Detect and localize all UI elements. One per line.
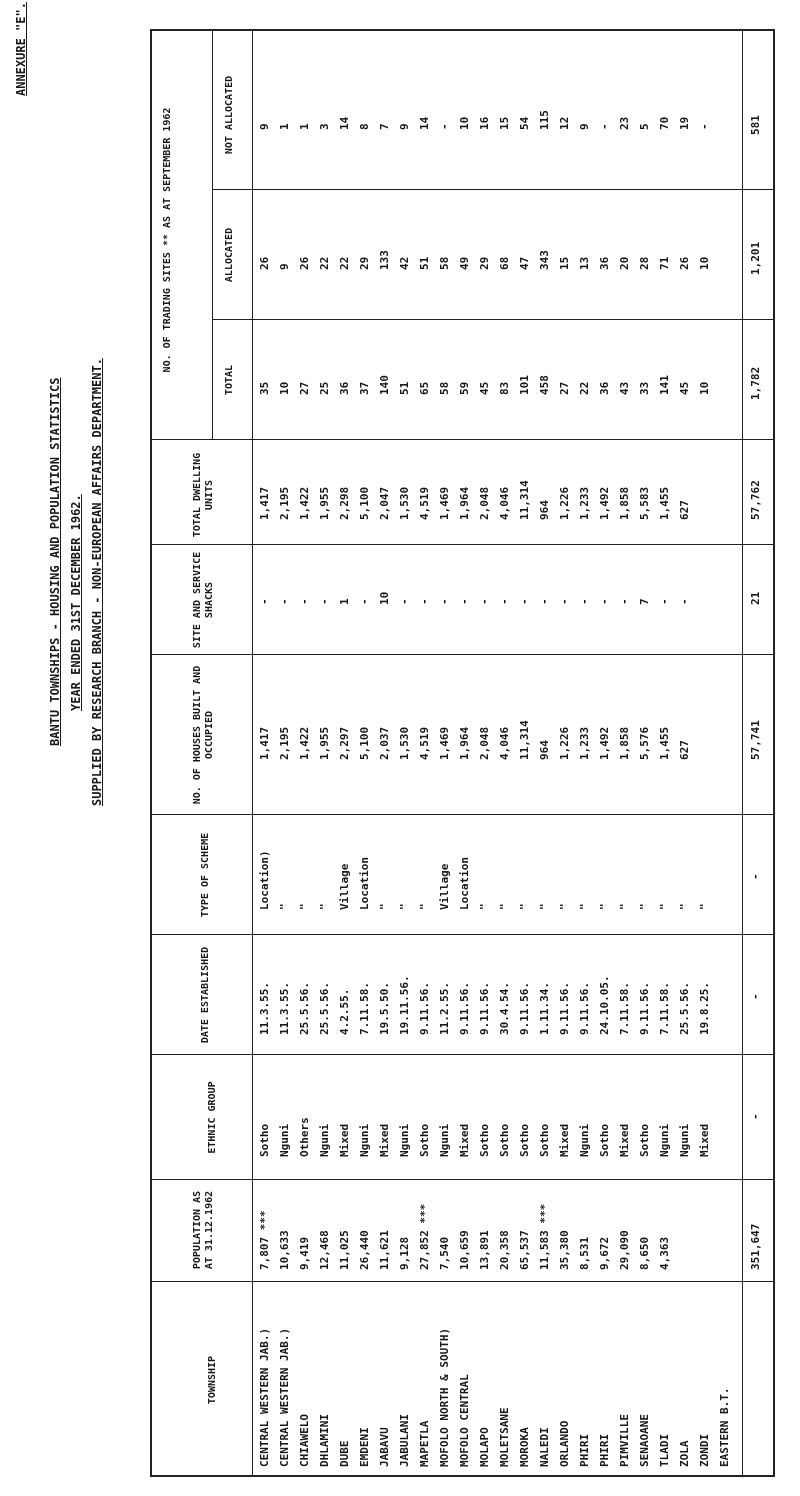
cell-total: 10	[698, 381, 711, 395]
cell-type: Village	[438, 863, 451, 910]
cell-site: -	[678, 598, 691, 605]
cell-population: 10,633	[278, 1230, 291, 1270]
cell-date: 24.10.05.	[598, 975, 611, 1035]
cell-township: PIMVILLE	[618, 1414, 631, 1467]
cell-total: 25	[318, 381, 331, 395]
totals-row	[749, 31, 777, 1475]
cell-dwelling: 1,226	[558, 486, 571, 520]
cell-houses: 2,037	[378, 726, 391, 760]
statistics-table	[150, 29, 775, 1477]
cell-houses: 1,530	[398, 726, 411, 760]
cell-ethnic: Nguni	[278, 1123, 291, 1157]
cell-total: 27	[558, 381, 571, 395]
cell-site: -	[458, 598, 471, 605]
cell-not-allocated: 1	[278, 123, 291, 130]
cell-type: "	[618, 903, 631, 910]
cell-allocated: 42	[398, 256, 411, 270]
cell-dwelling: 1,492	[598, 486, 611, 520]
cell-site: -	[658, 598, 671, 605]
cell-total: 45	[678, 381, 691, 395]
cell-population: 7,807 ***	[258, 1210, 271, 1270]
cell-houses: 4,046	[498, 726, 511, 760]
cell-not-allocated: 1	[298, 123, 311, 130]
cell-township: CHIAWELO	[298, 1414, 311, 1467]
cell-allocated: 47	[518, 256, 531, 270]
cell-not-allocated: -	[438, 123, 451, 130]
cell-allocated: 26	[678, 256, 691, 270]
cell-type: "	[398, 903, 411, 910]
cell-township: MOLAPO	[478, 1427, 491, 1467]
cell-ethnic: Sotho	[518, 1123, 531, 1157]
cell-population: 8,650	[638, 1236, 651, 1270]
cell-houses: 627	[678, 740, 691, 760]
cell-dwelling: 1,455	[658, 486, 671, 520]
cell-type: "	[638, 903, 651, 910]
cell-date: 9.11.56.	[478, 982, 491, 1035]
cell-site: -	[498, 598, 511, 605]
cell-ethnic: Sotho	[418, 1123, 431, 1157]
header-date-established: DATE ESTABLISHED	[200, 946, 211, 1044]
cell-site: -	[258, 598, 271, 605]
cell-dwelling: 2,047	[378, 486, 391, 520]
cell-ethnic: Nguni	[678, 1123, 691, 1157]
cell-township: MOFOLO CENTRAL	[458, 1374, 471, 1467]
cell-allocated: 29	[358, 256, 371, 270]
cell-allocated: 133	[378, 250, 391, 270]
cell-type: Location	[458, 857, 471, 910]
header-houses: NO. OF HOUSES BUILT AND OCCUPIED	[192, 665, 215, 805]
cell-not-allocated: 16	[478, 116, 491, 130]
cell-type: "	[598, 903, 611, 910]
cell-ethnic: Nguni	[318, 1123, 331, 1157]
cell-township: DUBE	[338, 1440, 351, 1467]
cell-ethnic: Sotho	[498, 1123, 511, 1157]
cell-total: 141	[658, 375, 671, 395]
cell-date: 9.11.56.	[638, 982, 651, 1035]
cell-site: -	[418, 598, 431, 605]
cell-ethnic: Mixed	[338, 1123, 351, 1157]
cell-type: "	[298, 903, 311, 910]
cell-ethnic: Nguni	[438, 1123, 451, 1157]
cell-date: 11.2.55.	[438, 982, 451, 1035]
cell-houses: 1,469	[438, 726, 451, 760]
cell-total: 36	[598, 381, 611, 395]
cell-allocated: 29	[478, 256, 491, 270]
total-population: 351,647	[749, 1223, 762, 1270]
cell-ethnic: Nguni	[658, 1123, 671, 1157]
cell-site: -	[298, 598, 311, 605]
cell-ethnic: Sotho	[598, 1123, 611, 1157]
cell-date: 1.11.34.	[538, 982, 551, 1035]
cell-allocated: 36	[598, 256, 611, 270]
cell-not-allocated: 10	[458, 116, 471, 130]
cell-dwelling: 4,519	[418, 486, 431, 520]
cell-total: 83	[498, 381, 511, 395]
cell-date: 19.11.56.	[398, 975, 411, 1035]
cell-not-allocated: 9	[258, 123, 271, 130]
cell-site: -	[538, 598, 551, 605]
header-dwelling-units: TOTAL DWELLING UNITS	[192, 452, 215, 538]
total-site: 21	[749, 591, 762, 605]
cell-dwelling: 1,955	[318, 486, 331, 520]
cell-dwelling: 2,298	[338, 486, 351, 520]
cell-date: 9.11.56.	[418, 982, 431, 1035]
cell-total: 27	[298, 381, 311, 395]
cell-population: 20,358	[498, 1230, 511, 1270]
cell-type: "	[538, 903, 551, 910]
cell-township: SENAOANE	[638, 1414, 651, 1467]
header-ethnic-group: ETHNIC GROUP	[207, 1081, 218, 1154]
cell-houses: 964	[538, 740, 551, 760]
cell-total: 35	[258, 381, 271, 395]
cell-township: MOROKA	[518, 1427, 531, 1467]
cell-date: 11.3.55.	[258, 982, 271, 1035]
document-source: SUPPLIED BY RESEARCH BRANCH - NON-EUROPEAN AFFAIRS DEPARTMENT.	[90, 358, 104, 806]
cell-allocated: 22	[338, 256, 351, 270]
cell-not-allocated: -	[698, 123, 711, 130]
cell-not-allocated: 14	[418, 116, 431, 130]
cell-date: 9.11.56.	[558, 982, 571, 1035]
document-subtitle: YEAR ENDED 31ST DECEMBER 1962.	[69, 494, 83, 711]
cell-total: 36	[338, 381, 351, 395]
cell-not-allocated: 9	[398, 123, 411, 130]
cell-houses: 1,492	[598, 726, 611, 760]
cell-dwelling: 1,233	[578, 486, 591, 520]
cell-type: Village	[338, 863, 351, 910]
cell-dwelling: 627	[678, 500, 691, 520]
cell-date: 7.11.58.	[658, 982, 671, 1035]
cell-type: "	[698, 903, 711, 910]
cell-not-allocated: 19	[678, 116, 691, 130]
table-row	[718, 31, 746, 1475]
cell-ethnic: Sotho	[258, 1123, 271, 1157]
cell-houses: 1,422	[298, 726, 311, 760]
cell-allocated: 20	[618, 256, 631, 270]
cell-total: 140	[378, 375, 391, 395]
cell-site: 10	[378, 591, 391, 605]
cell-population: 65,537	[518, 1230, 531, 1270]
cell-total: 58	[438, 381, 451, 395]
cell-total: 37	[358, 381, 371, 395]
cell-population: 35,380	[558, 1230, 571, 1270]
cell-population: 9,419	[298, 1236, 311, 1270]
cell-houses: 4,519	[418, 726, 431, 760]
cell-population: 11,025	[338, 1230, 351, 1270]
cell-township: DHLAMINI	[318, 1414, 331, 1467]
cell-date: 25.5.56.	[678, 982, 691, 1035]
cell-allocated: 26	[258, 256, 271, 270]
cell-township: CENTRAL WESTERN JAB.)	[258, 1327, 271, 1467]
cell-not-allocated: 9	[578, 123, 591, 130]
cell-allocated: 28	[638, 256, 651, 270]
cell-houses: 1,417	[258, 726, 271, 760]
header-trading-sites: NO. OF TRADING SITES ** AS AT SEPTEMBER 1962	[162, 107, 173, 373]
cell-dwelling: 1,964	[458, 486, 471, 520]
cell-township: ZOLA	[678, 1440, 691, 1467]
cell-site: -	[278, 598, 291, 605]
cell-ethnic: Sotho	[538, 1123, 551, 1157]
cell-type: "	[378, 903, 391, 910]
header-allocated: ALLOCATED	[224, 227, 235, 283]
total-ethnic: -	[749, 1113, 762, 1120]
cell-population: 9,128	[398, 1236, 411, 1270]
cell-date: 4.2.55.	[338, 988, 351, 1035]
cell-dwelling: 1,530	[398, 486, 411, 520]
cell-not-allocated: 5	[638, 123, 651, 130]
cell-allocated: 26	[298, 256, 311, 270]
cell-date: 25.5.56.	[298, 982, 311, 1035]
header-site-service: SITE AND SERVICE SHACKS	[192, 551, 215, 649]
cell-not-allocated: 23	[618, 116, 631, 130]
cell-dwelling: 1,422	[298, 486, 311, 520]
document-title: BANTU TOWNSHIPS - HOUSING AND POPULATION STATISTICS	[48, 377, 62, 746]
cell-ethnic: Mixed	[458, 1123, 471, 1157]
cell-township: MAPETLA	[418, 1420, 431, 1467]
cell-ethnic: Nguni	[358, 1123, 371, 1157]
cell-houses: 1,858	[618, 726, 631, 760]
cell-population: 9,672	[598, 1236, 611, 1270]
cell-population: 26,440	[358, 1230, 371, 1270]
cell-allocated: 22	[318, 256, 331, 270]
cell-population: 11,621	[378, 1230, 391, 1270]
cell-houses: 2,297	[338, 726, 351, 760]
cell-total: 10	[278, 381, 291, 395]
cell-population: 10,659	[458, 1230, 471, 1270]
cell-allocated: 13	[578, 256, 591, 270]
cell-population: 13,891	[478, 1230, 491, 1270]
cell-houses: 1,955	[318, 726, 331, 760]
header-trading-total: TOTAL	[224, 364, 235, 396]
cell-site: -	[358, 598, 371, 605]
cell-not-allocated: 12	[558, 116, 571, 130]
cell-date: 7.11.58.	[358, 982, 371, 1035]
cell-ethnic: Others	[298, 1117, 311, 1157]
cell-township: TLADI	[658, 1433, 671, 1467]
cell-total: 51	[398, 381, 411, 395]
cell-not-allocated: 54	[518, 116, 531, 130]
cell-not-allocated: 14	[338, 116, 351, 130]
cell-ethnic: Sotho	[638, 1123, 651, 1157]
cell-allocated: 49	[458, 256, 471, 270]
cell-allocated: 15	[558, 256, 571, 270]
cell-township: NALEDI	[538, 1427, 551, 1467]
cell-total: 43	[618, 381, 631, 395]
cell-total: 458	[538, 375, 551, 395]
cell-date: 9.11.56.	[518, 982, 531, 1035]
cell-township: JABULANI	[398, 1414, 411, 1467]
cell-type: "	[318, 903, 331, 910]
cell-township: PHIRI	[598, 1433, 611, 1467]
cell-township: ORLANDO	[558, 1420, 571, 1467]
total-houses: 57,741	[749, 720, 762, 760]
cell-site: -	[518, 598, 531, 605]
cell-site: -	[478, 598, 491, 605]
cell-total: 65	[418, 381, 431, 395]
cell-township: MOLETSANE	[498, 1407, 511, 1467]
cell-township: PHIRI	[578, 1433, 591, 1467]
cell-houses: 2,195	[278, 726, 291, 760]
cell-type: "	[678, 903, 691, 910]
cell-ethnic: Mixed	[558, 1123, 571, 1157]
cell-date: 19.8.25.	[698, 982, 711, 1035]
cell-township: EMDENI	[358, 1427, 371, 1467]
cell-type: "	[498, 903, 511, 910]
total-dwelling: 57,762	[749, 480, 762, 520]
cell-houses: 2,048	[478, 726, 491, 760]
cell-dwelling: 2,195	[278, 486, 291, 520]
cell-site: 1	[338, 598, 351, 605]
cell-dwelling: 11,314	[518, 480, 531, 520]
cell-total: 22	[578, 381, 591, 395]
cell-allocated: 51	[418, 256, 431, 270]
cell-not-allocated: 7	[378, 123, 391, 130]
cell-dwelling: 1,469	[438, 486, 451, 520]
cell-type: Location	[358, 857, 371, 910]
total-allocated: 1,201	[749, 241, 762, 275]
cell-site: -	[598, 598, 611, 605]
cell-dwelling: 5,100	[358, 486, 371, 520]
cell-ethnic: Nguni	[578, 1123, 591, 1157]
cell-date: 7.11.58.	[618, 982, 631, 1035]
header-type-of-scheme: TYPE OF SCHEME	[200, 832, 211, 918]
cell-population: 11,583 ***	[538, 1203, 551, 1270]
cell-date: 9.11.56.	[578, 982, 591, 1035]
cell-ethnic: Nguni	[398, 1123, 411, 1157]
cell-date: 25.5.56.	[318, 982, 331, 1035]
cell-not-allocated: 70	[658, 116, 671, 130]
cell-type: "	[418, 903, 431, 910]
cell-houses: 1,455	[658, 726, 671, 760]
cell-population: 27,852 ***	[418, 1203, 431, 1270]
cell-site: -	[558, 598, 571, 605]
annexure-label: ANNEXURE "E".	[14, 2, 28, 96]
header-population: POPULATION AS AT 31.12.1962	[192, 1190, 215, 1270]
cell-site: -	[618, 598, 631, 605]
cell-not-allocated: 8	[358, 123, 371, 130]
cell-houses: 5,100	[358, 726, 371, 760]
cell-allocated: 68	[498, 256, 511, 270]
cell-population: 8,531	[578, 1236, 591, 1270]
cell-site: 7	[638, 598, 651, 605]
cell-houses: 1,226	[558, 726, 571, 760]
cell-houses: 1,233	[578, 726, 591, 760]
cell-ethnic: Mixed	[618, 1123, 631, 1157]
cell-allocated: 58	[438, 256, 451, 270]
cell-population: 4,363	[658, 1236, 671, 1270]
total-trading: 1,782	[749, 366, 762, 400]
cell-site: -	[578, 598, 591, 605]
cell-total: 101	[518, 375, 531, 395]
cell-township: EASTERN B.T.	[718, 1387, 731, 1467]
cell-township: JABAVU	[378, 1427, 391, 1467]
cell-type: "	[558, 903, 571, 910]
cell-date: 9.11.56.	[458, 982, 471, 1035]
cell-date: 11.3.55.	[278, 982, 291, 1035]
cell-site: -	[398, 598, 411, 605]
cell-total: 45	[478, 381, 491, 395]
cell-date: 30.4.54.	[498, 982, 511, 1035]
cell-ethnic: Mixed	[698, 1123, 711, 1157]
cell-type: "	[478, 903, 491, 910]
cell-allocated: 9	[278, 263, 291, 270]
cell-not-allocated: 115	[538, 110, 551, 130]
cell-site: -	[438, 598, 451, 605]
cell-population: 7,540	[438, 1236, 451, 1270]
total-not-allocated: 581	[749, 115, 762, 135]
header-township: TOWNSHIP	[207, 1355, 218, 1405]
cell-type: "	[578, 903, 591, 910]
cell-dwelling: 2,048	[478, 486, 491, 520]
cell-type: Location)	[258, 850, 271, 910]
cell-population: 29,090	[618, 1230, 631, 1270]
cell-type: "	[278, 903, 291, 910]
cell-population: 12,468	[318, 1230, 331, 1270]
cell-site: -	[318, 598, 331, 605]
cell-total: 33	[638, 381, 651, 395]
cell-township: CENTRAL WESTERN JAB.)	[278, 1327, 291, 1467]
cell-not-allocated: 3	[318, 123, 331, 130]
cell-township: ZONDI	[698, 1433, 711, 1467]
cell-houses: 1,964	[458, 726, 471, 760]
cell-total: 59	[458, 381, 471, 395]
total-type: -	[749, 873, 762, 880]
cell-type: "	[518, 903, 531, 910]
cell-allocated: 71	[658, 256, 671, 270]
cell-date: 19.5.50.	[378, 982, 391, 1035]
header-not-allocated: NOT ALLOCATED	[224, 75, 235, 155]
cell-dwelling: 5,583	[638, 486, 651, 520]
cell-not-allocated: -	[598, 123, 611, 130]
cell-allocated: 343	[538, 250, 551, 270]
cell-houses: 11,314	[518, 720, 531, 760]
cell-type: "	[658, 903, 671, 910]
total-date: -	[749, 993, 762, 1000]
cell-dwelling: 4,046	[498, 486, 511, 520]
cell-dwelling: 1,417	[258, 486, 271, 520]
cell-dwelling: 964	[538, 500, 551, 520]
cell-ethnic: Sotho	[478, 1123, 491, 1157]
cell-not-allocated: 15	[498, 116, 511, 130]
cell-ethnic: Mixed	[378, 1123, 391, 1157]
cell-township: MOFOLO NORTH & SOUTH)	[438, 1327, 451, 1467]
cell-dwelling: 1,858	[618, 486, 631, 520]
cell-houses: 5,576	[638, 726, 651, 760]
cell-allocated: 10	[698, 256, 711, 270]
